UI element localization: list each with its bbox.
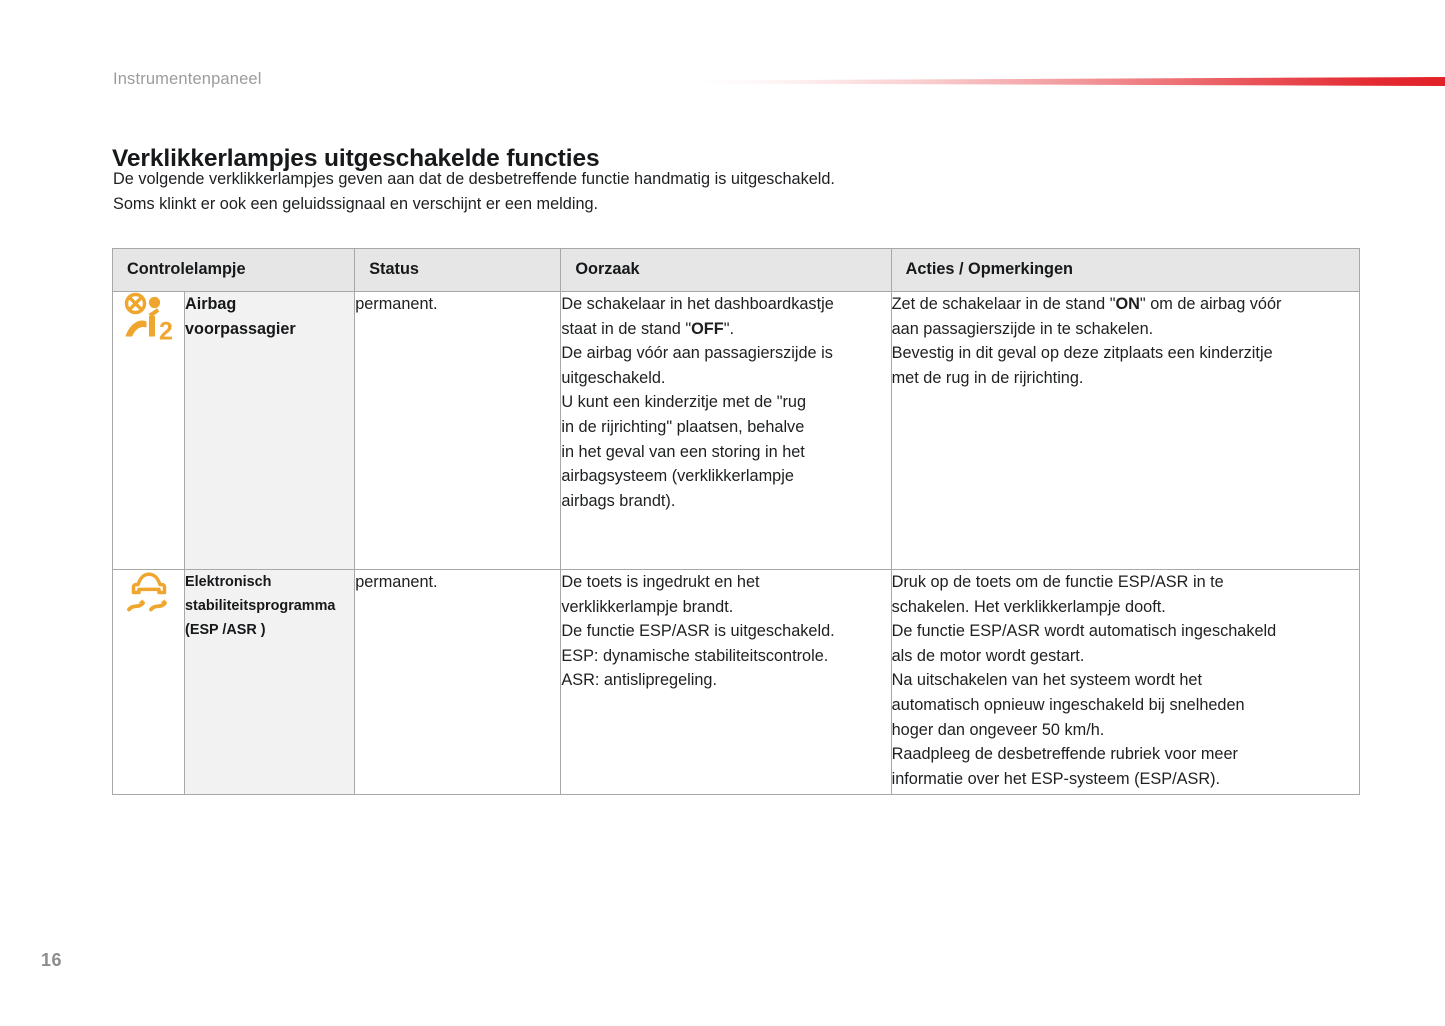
- cause-line: De schakelaar in het dashboardkastje: [561, 295, 834, 313]
- table-row: [113, 292, 1360, 570]
- cause-line: airbagsysteem (verklikkerlampje: [561, 467, 794, 486]
- action-line: met de rug in de rijrichting.: [891, 368, 1084, 387]
- lamp-name-line-2: stabiliteitsprogramma: [185, 598, 336, 614]
- cause-line: staat in de stand "OFF".: [561, 319, 734, 338]
- lamp-name-line-1: Elektronisch: [185, 574, 272, 590]
- lamp-cause-cell: [561, 292, 891, 570]
- action-line: Druk op de toets om de functie ESP/ASR in te: [891, 573, 1224, 591]
- page-title: Verklikkerlampjes uitgeschakelde functies: [112, 145, 600, 173]
- table-row: [113, 570, 1360, 795]
- lamp-icon-cell: [113, 292, 185, 570]
- cause-line: ESP: dynamische stabiliteitscontrole.: [561, 646, 829, 665]
- lamp-actions-cell: [891, 292, 1359, 570]
- cause-line: airbags brandt).: [561, 491, 676, 510]
- cause-line: verklikkerlampje brandt.: [561, 597, 734, 616]
- action-line: hoger dan ongeveer 50 km/h.: [891, 720, 1105, 739]
- column-header-lamp: Controlelampje: [113, 249, 355, 292]
- page-number: 16: [41, 950, 63, 970]
- cause-line: De toets is ingedrukt en het: [561, 573, 760, 591]
- action-line: schakelen. Het verklikkerlampje dooft.: [891, 597, 1166, 616]
- cause-line: ASR: antislipregeling.: [561, 671, 718, 690]
- lamp-name-line-2: voorpassagier: [185, 320, 296, 338]
- esp-asr-off-icon: [121, 570, 177, 618]
- table-header-row: [113, 249, 1360, 292]
- cause-line: in het geval van een storing in het: [561, 442, 805, 461]
- lamp-status-cell: permanent.: [355, 570, 561, 795]
- lamp-actions-cell: [891, 570, 1359, 795]
- cause-line: U kunt een kinderzitje met de "rug: [561, 393, 807, 412]
- action-line: automatisch opnieuw ingeschakeld bij snelheden: [891, 695, 1245, 714]
- lamp-name-cell: [185, 292, 355, 570]
- tell-tale-table: [112, 248, 1360, 795]
- action-line: Zet de schakelaar in de stand "ON" om de airbag vóór: [891, 295, 1282, 313]
- action-line: informatie over het ESP-systeem (ESP/ASR).: [891, 769, 1221, 788]
- intro-line-1: De volgende verklikkerlampjes geven aan dat de desbetreffende functie handmatig is uitgeschakeld.: [113, 170, 835, 188]
- page-header: [0, 0, 1445, 100]
- column-header-status: Status: [355, 249, 561, 292]
- action-line: Bevestig in dit geval op deze zitplaats een kinderzitje: [891, 344, 1273, 363]
- lamp-name-line-3: (ESP /ASR ): [185, 622, 266, 638]
- svg-text:2: 2: [158, 317, 173, 344]
- tell-tale-table-wrapper: [112, 248, 1360, 795]
- header-accent-rule: [700, 77, 1445, 86]
- running-head: Instrumentenpaneel: [113, 70, 262, 88]
- intro-line-2: Soms klinkt er ook een geluidssignaal en verschijnt er een melding.: [113, 195, 599, 213]
- lamp-name-cell: [185, 570, 355, 795]
- column-header-actions: Acties / Opmerkingen: [891, 249, 1359, 292]
- cause-line: De functie ESP/ASR is uitgeschakeld.: [561, 622, 835, 641]
- cause-line: in de rijrichting" plaatsen, behalve: [561, 417, 805, 436]
- cause-line: uitgeschakeld.: [561, 368, 666, 387]
- lamp-status-cell: permanent.: [355, 292, 561, 570]
- action-line: als de motor wordt gestart.: [891, 646, 1085, 665]
- column-header-cause: Oorzaak: [561, 249, 891, 292]
- action-line: aan passagierszijde in te schakelen.: [891, 319, 1154, 338]
- lamp-cause-cell: [561, 570, 891, 795]
- action-line: De functie ESP/ASR wordt automatisch ingeschakeld: [891, 622, 1277, 641]
- lamp-icon-cell: [113, 570, 185, 795]
- passenger-airbag-off-icon: [121, 292, 177, 344]
- bold-term-off: OFF: [691, 319, 724, 338]
- action-line: Raadpleeg de desbetreffende rubriek voor meer: [891, 745, 1238, 764]
- action-line: Na uitschakelen van het systeem wordt het: [891, 671, 1203, 690]
- bold-term-on: ON: [1115, 295, 1140, 313]
- intro-paragraph: [113, 167, 1213, 217]
- cause-line: De airbag vóór aan passagierszijde is: [561, 344, 833, 363]
- lamp-name-line-1: Airbag: [185, 295, 237, 313]
